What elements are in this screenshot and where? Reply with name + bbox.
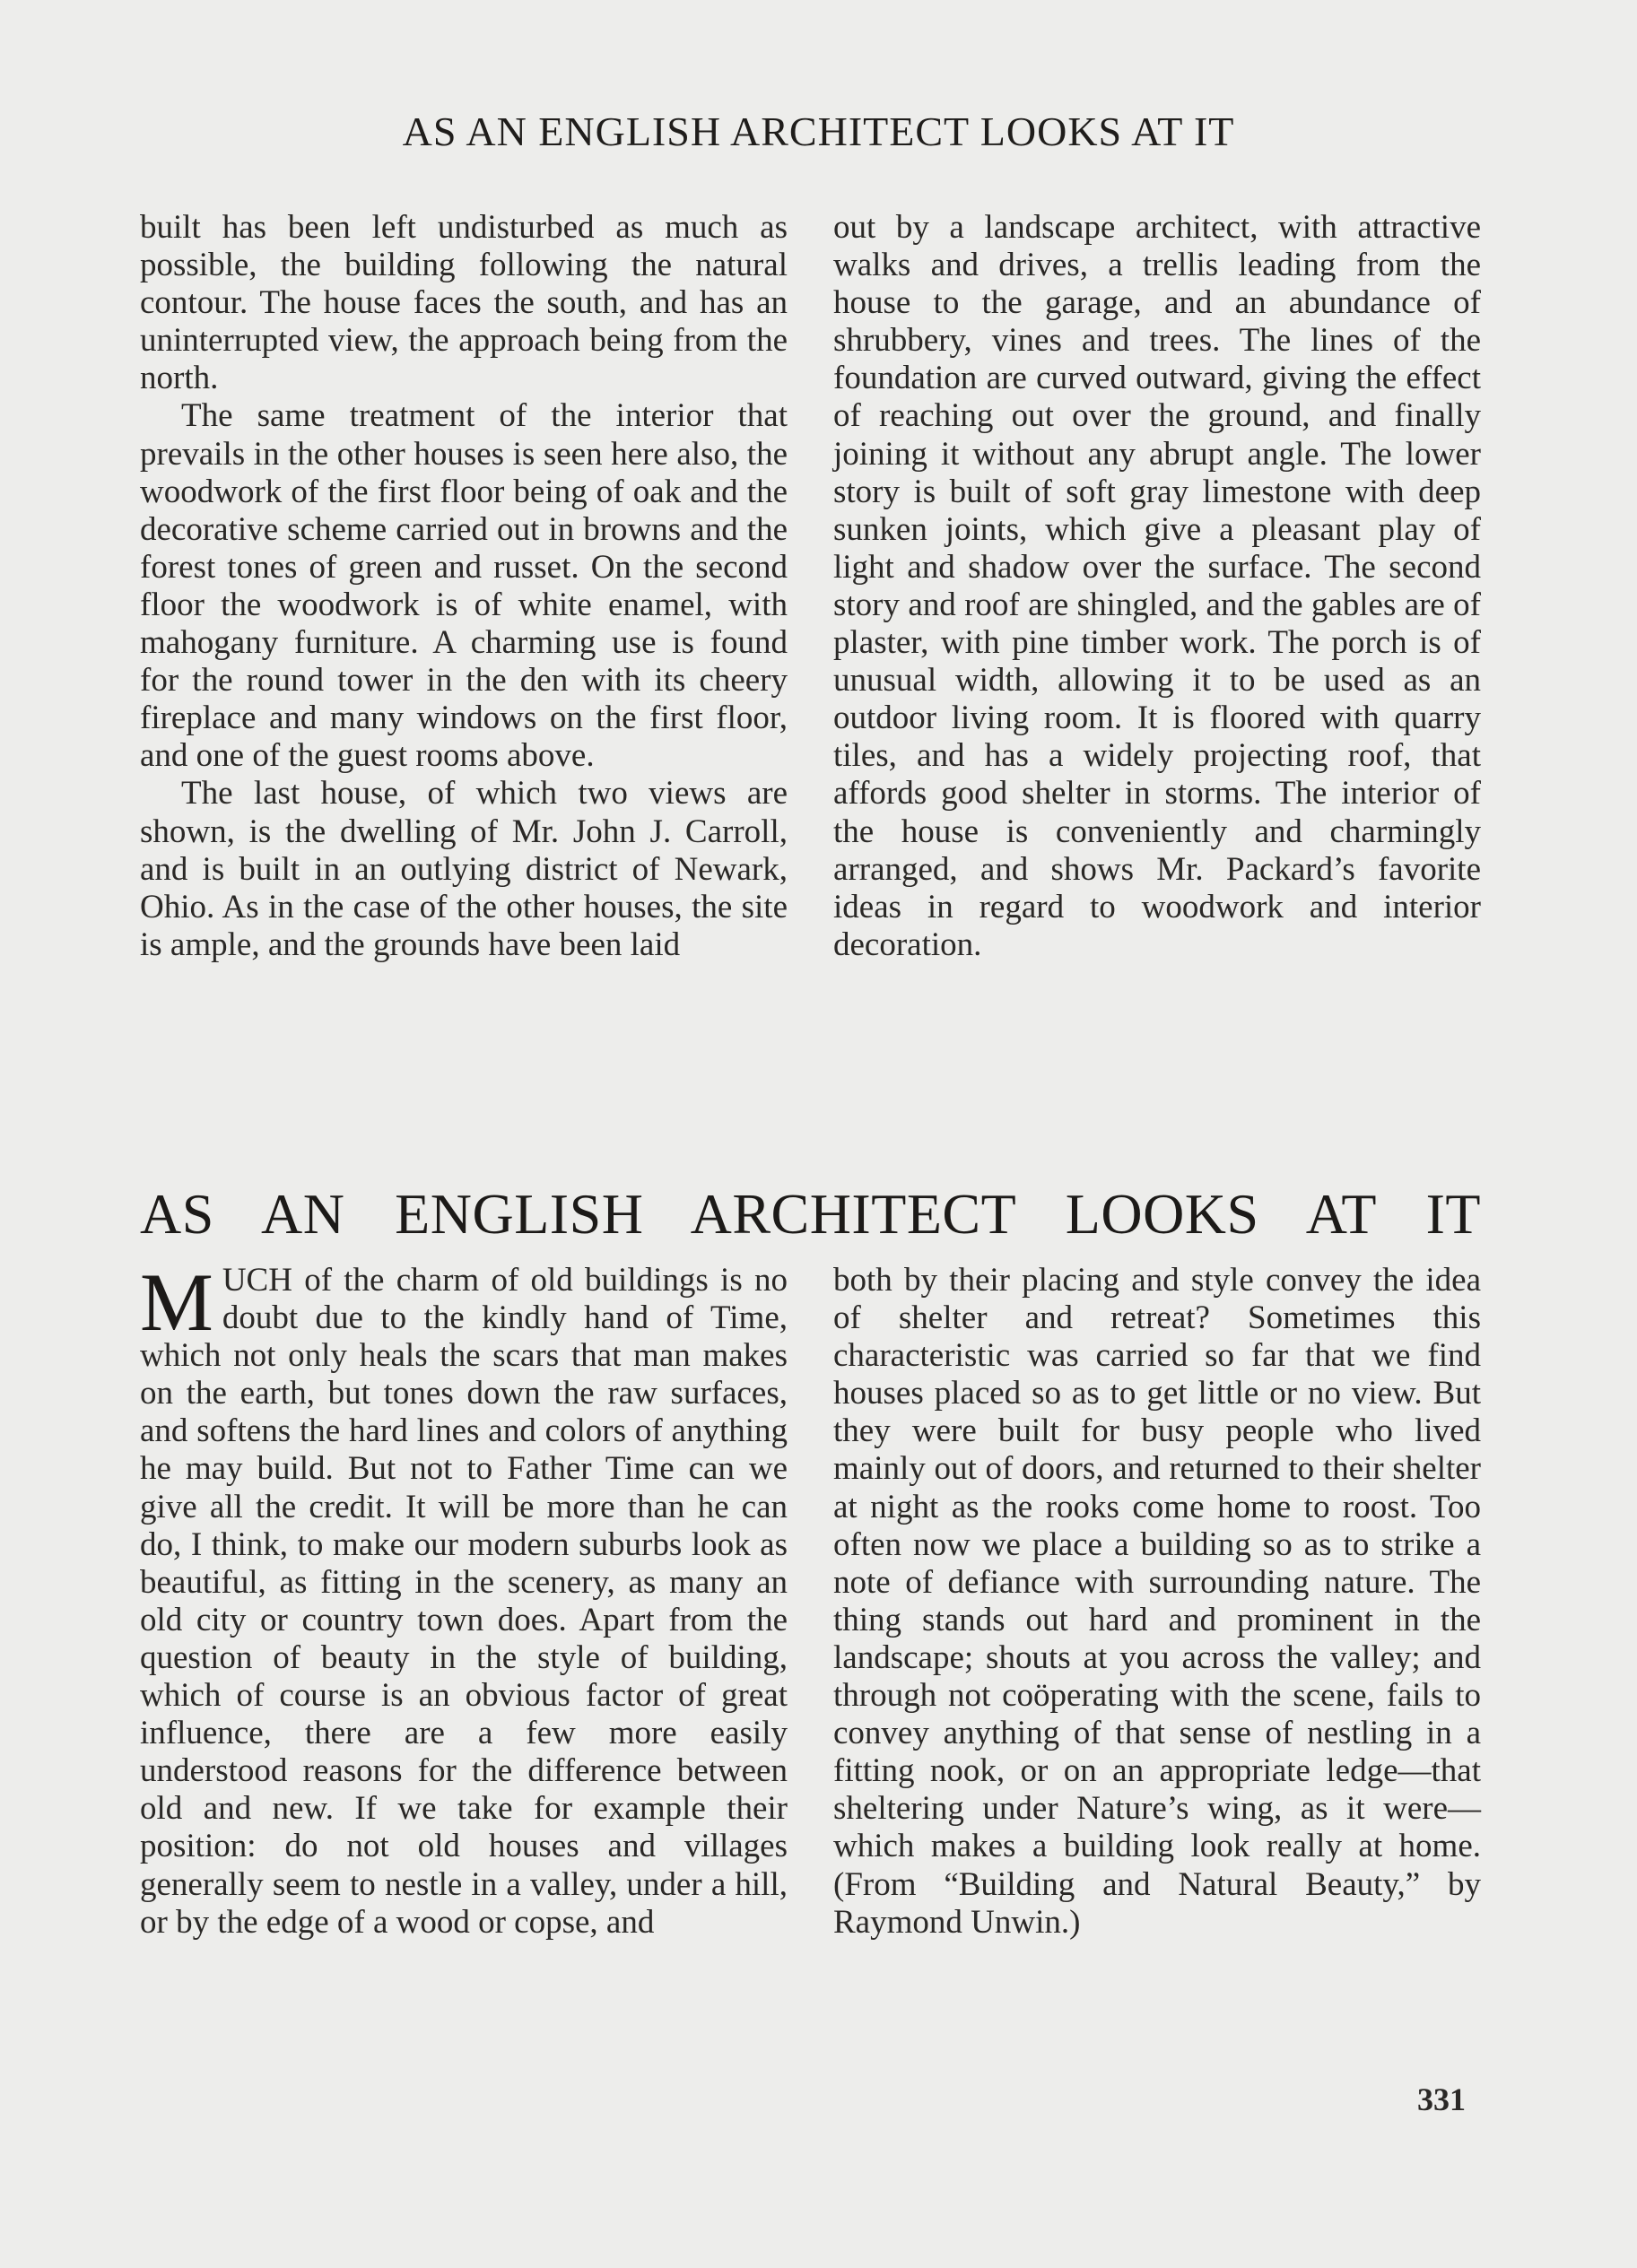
- page-number: 331: [1417, 2081, 1466, 2117]
- paragraph: The same treatment of the interior that prevails in the other houses is seen here also, the woodwork of the first floor being of oak and the decorative scheme carried out in browns and the forest tones of green and russet. On the second floor the woodwork is of white enamel, with mahogany furniture. A charming use is found for the round tower in the den with its cheery fireplace and many windows on the first floor, and one of the guest rooms above.: [140, 397, 788, 775]
- article-title: AS AN ENGLISH ARCHITECT LOOKS AT IT: [140, 1182, 1481, 1246]
- paragraph: out by a landscape architect, with attractive walks and drives, a trellis leading from the house to the garage, and an abundance of shrubbery, vines and trees. The lines of the foundation are curved outward, giving the effect of reaching out over the ground, and finally joining it without any abrupt angle. The lower story is built of soft gray limestone with deep sunken joints, which give a pleasant play of light and shadow over the surface. The second story and roof are shingled, and the gables are of plaster, with pine timber work. The porch is of unusual width, allowing it to be used as an outdoor living room. It is floored with quarry tiles, and has a widely projecting roof, that affords good shelter in storms. The interior of the house is conveniently and charmingly arranged, and shows Mr. Packard’s favorite ideas in regard to woodwork and interior decoration.: [833, 209, 1481, 963]
- paragraph: [140, 1256, 788, 1942]
- article-left-column: [140, 1256, 788, 1942]
- upper-right-column: [833, 209, 1481, 964]
- upper-left-column: [140, 209, 788, 964]
- paragraph: The last house, of which two views are shown, is the dwelling of Mr. John J. Carroll, and is built in an outlying district of Newark, Ohio. As in the case of the other houses, the site is ample, and the grounds have been laid: [140, 775, 788, 963]
- running-head: AS AN ENGLISH ARCHITECT LOOKS AT IT: [402, 109, 1235, 154]
- paragraph: both by their placing and style convey the idea of shelter and retreat? Sometimes this characteristic was carried so far that we find houses placed so as to get little or no view. But they were built for busy people who lived mainly out of doors, and returned to their shelter at night as the rooks come home to roost. Too often now we place a building so as to strike a note of defiance with surrounding nature. The thing stands out hard and prominent in the landscape; shouts at you across the valley; and through not coöperating with the scene, fails to convey anything of that sense of nestling in a fitting nook, or on an appropriate ledge—that sheltering under Nature’s wing, as it were—which makes a building look really at home. (From “Building and Natural Beauty,” by Raymond Unwin.): [833, 1262, 1481, 1941]
- paragraph-text: UCH of the charm of old buildings is no doubt due to the kindly hand of Time, which not only heals the scars that man makes on the earth, but tones down the raw surfaces, and softens the hard lines and colors of anything he may build. But not to Father Time can we give all the credit. It will be more than he can do, I think, to make our modern suburbs look as beautiful, as fitting in the scenery, as many an old city or country town does. Apart from the question of beauty in the style of building, which of course is an obvious factor of great influence, there are a few more easily understood reasons for the difference between old and new. If we take for example their position: do not old houses and villages generally seem to nestle in a valley, under a hill, or by the edge of a wood or copse, and: [140, 1262, 788, 1941]
- article-right-column: [833, 1262, 1481, 1942]
- drop-cap: M: [140, 1256, 213, 1348]
- paragraph: built has been left undisturbed as much as possible, the building following the natural contour. The house faces the south, and has an uninterrupted view, the approach being from the north.: [140, 209, 788, 397]
